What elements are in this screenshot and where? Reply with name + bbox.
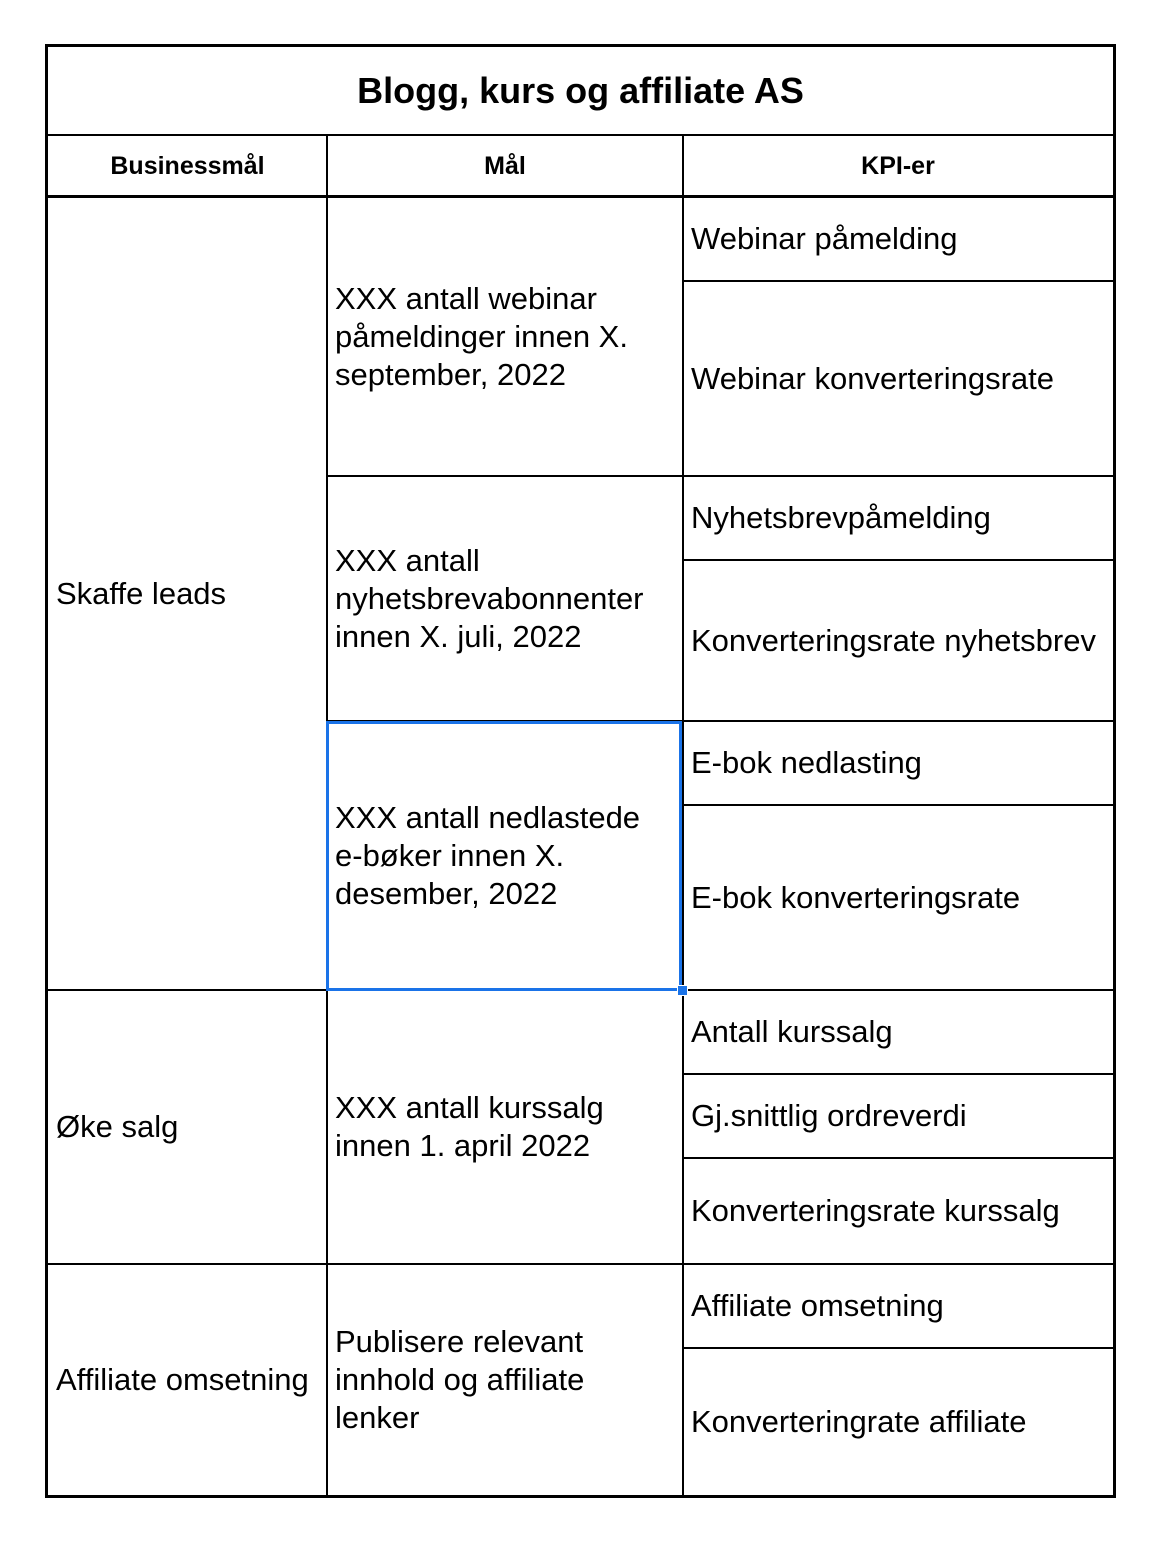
grid-line [48, 134, 1113, 136]
kpi-table [45, 44, 1116, 1498]
cell-goal-selected[interactable]: XXX antall nedlastede e-bøker innen X. desember, 2022 [335, 799, 641, 911]
grid-line [683, 280, 1113, 282]
grid-line [683, 804, 1113, 806]
cell-business-goal[interactable]: Øke salg [56, 1109, 179, 1144]
grid-line [682, 135, 684, 1495]
cell-kpi[interactable]: Gj.snittlig ordreverdi [691, 1098, 967, 1133]
grid-line [683, 1157, 1113, 1159]
fill-handle[interactable] [677, 985, 688, 996]
cell-goal[interactable]: XXX antall nyhetsbrevabonnenter innen X. juli, 2022 [335, 542, 644, 654]
grid-line [48, 195, 1113, 198]
cell-kpi[interactable]: Affiliate omsetning [691, 1288, 944, 1323]
cell-kpi[interactable]: Antall kurssalg [691, 1014, 893, 1049]
cell-business-goal[interactable]: Skaffe leads [56, 575, 227, 611]
grid-line [683, 559, 1113, 561]
cell-kpi[interactable]: E-bok nedlasting [691, 745, 922, 780]
header-kpi[interactable]: KPI-er [861, 152, 935, 180]
header-goal[interactable]: Mål [484, 152, 526, 180]
cell-kpi[interactable]: Konverteringsrate kurssalg [691, 1193, 1060, 1228]
cell-selection-border [326, 721, 682, 991]
cell-kpi[interactable]: Nyhetsbrevpåmelding [691, 500, 991, 535]
grid-line [683, 1073, 1113, 1075]
grid-line [48, 1263, 1113, 1265]
grid-line [327, 475, 1113, 477]
table-title: Blogg, kurs og affiliate AS [357, 70, 804, 111]
cell-kpi[interactable]: Webinar konverteringsrate [691, 360, 1054, 396]
cell-kpi[interactable]: Konverteringsrate nyhetsbrev [691, 622, 1096, 658]
cell-goal[interactable]: XXX antall webinar påmeldinger innen X. september, 2022 [335, 280, 628, 392]
cell-kpi[interactable]: Webinar påmelding [691, 221, 958, 256]
cell-kpi[interactable]: Konverteringrate affiliate [691, 1403, 1027, 1439]
cell-business-goal[interactable]: Affiliate omsetning [56, 1361, 309, 1397]
cell-kpi[interactable]: E-bok konverteringsrate [691, 879, 1021, 915]
grid-line [683, 1347, 1113, 1349]
cell-goal[interactable]: Publisere relevant innhold og affiliate lenker [335, 1323, 585, 1435]
cell-goal[interactable]: XXX antall kurssalg innen 1. april 2022 [335, 1090, 604, 1163]
header-business-goal[interactable]: Businessmål [110, 152, 265, 180]
